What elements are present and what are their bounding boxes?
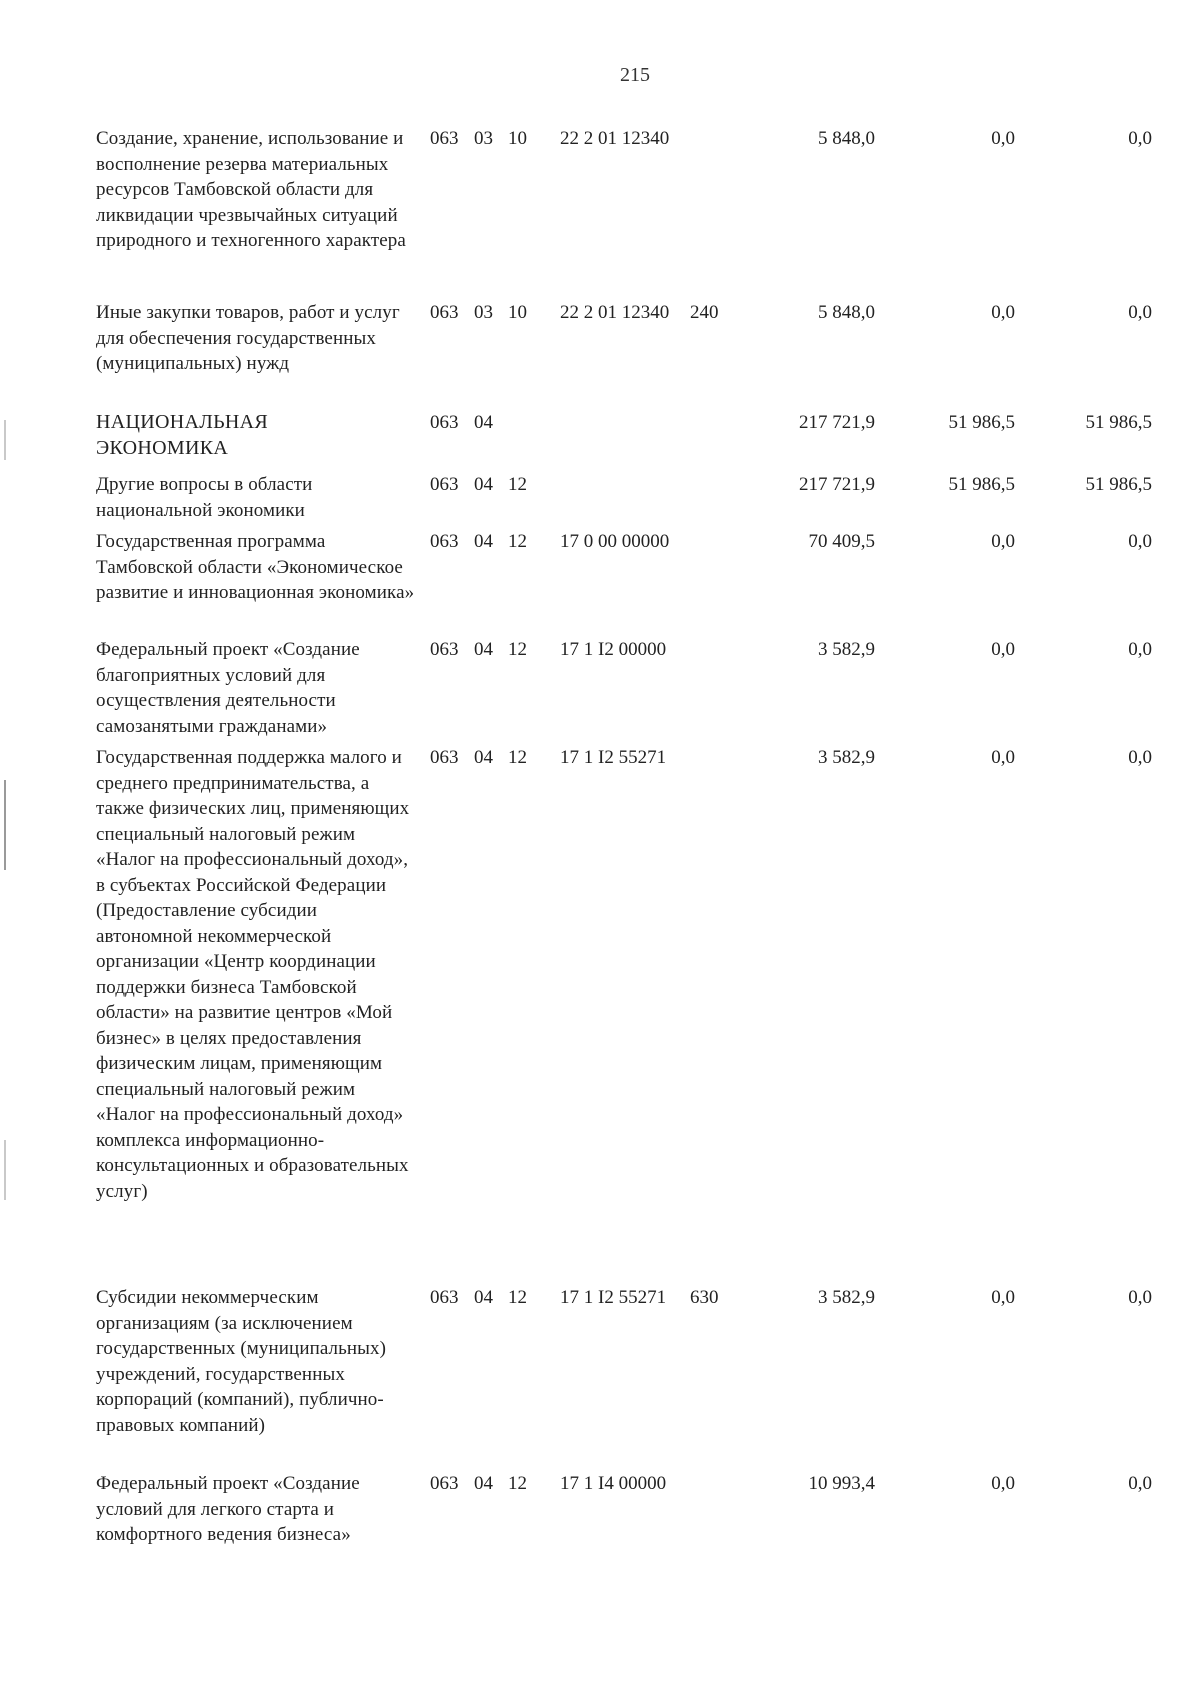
code-rz: 03 <box>474 128 493 149</box>
amount-year3: 0,0 <box>1128 531 1152 552</box>
code-pr: 12 <box>508 639 527 660</box>
code-rz: 04 <box>474 531 493 552</box>
code-pr: 12 <box>508 1287 527 1308</box>
amount-year2: 51 986,5 <box>948 412 1015 433</box>
code-rz: 03 <box>474 302 493 323</box>
amount-year1: 10 993,4 <box>808 1473 875 1494</box>
page-number: 215 <box>620 64 650 86</box>
row-name: Федеральный проект «Создание благоприятных условий для осуществления деятельности самозанятыми гражданами» <box>96 639 360 737</box>
code-rz: 04 <box>474 1287 493 1308</box>
amount-year3: 0,0 <box>1128 1473 1152 1494</box>
code-csr: 17 1 I2 00000 <box>560 639 667 660</box>
amount-year3: 0,0 <box>1128 302 1152 323</box>
code-pr: 12 <box>508 531 527 552</box>
row-name: Субсидии некоммерческим организациям (за исключением государственных (муниципальных) учреждений, государственных корпораций (компаний), публично-правовых компаний) <box>96 1287 387 1436</box>
code-pr: 12 <box>508 1473 527 1494</box>
budget-table <box>96 126 1176 1561</box>
scan-edge-mark <box>4 420 6 460</box>
amount-year3: 0,0 <box>1128 1287 1152 1308</box>
amount-year2: 0,0 <box>991 1287 1015 1308</box>
code-rz: 04 <box>474 474 493 495</box>
code-pr: 12 <box>508 474 527 495</box>
row-name: Государственная поддержка малого и среднего предпринимательства, а также физических лиц, применяющих специальный налоговый режим «Налог на профессиональный доход», в субъектах Российской Федерации (Предоставление субсидии автономной некоммерческой организации «Центр координации поддержки бизнеса Тамбовской области» на развитие центров «Мой бизнес» в целях предоставления физическим лицам, применяющим специальный налоговый режим «Налог на профессиональный доход» комплекса информационно-консультационных и образовательных услуг) <box>96 747 410 1202</box>
amount-year2: 0,0 <box>991 531 1015 552</box>
row-name: Государственная программа Тамбовской области «Экономическое развитие и инновационная экономика» <box>96 531 415 603</box>
table-row <box>96 410 1176 472</box>
amount-year1: 70 409,5 <box>808 531 875 552</box>
code-rz: 04 <box>474 747 493 768</box>
code-csr: 17 1 I2 55271 <box>560 747 667 768</box>
code-csr: 22 2 01 12340 <box>560 302 670 323</box>
amount-year3: 0,0 <box>1128 128 1152 149</box>
code-rz: 04 <box>474 639 493 660</box>
code-csr: 17 0 00 00000 <box>560 531 670 552</box>
amount-year2: 0,0 <box>991 747 1015 768</box>
amount-year1: 5 848,0 <box>818 128 875 149</box>
code-gr: 063 <box>430 1473 459 1494</box>
code-gr: 063 <box>430 474 459 495</box>
code-csr: 17 1 I4 00000 <box>560 1473 667 1494</box>
amount-year2: 0,0 <box>991 639 1015 660</box>
scan-edge-mark <box>4 780 6 870</box>
amount-year1: 3 582,9 <box>818 639 875 660</box>
code-gr: 063 <box>430 639 459 660</box>
table-row <box>96 300 1176 410</box>
amount-year1: 3 582,9 <box>818 747 875 768</box>
code-gr: 063 <box>430 412 459 433</box>
code-gr: 063 <box>430 128 459 149</box>
amount-year3: 51 986,5 <box>1085 474 1152 495</box>
table-row <box>96 637 1176 745</box>
code-vr: 630 <box>690 1287 719 1308</box>
row-name: Другие вопросы в области национальной экономики <box>96 474 313 521</box>
amount-year1: 217 721,9 <box>799 474 875 495</box>
code-gr: 063 <box>430 531 459 552</box>
amount-year2: 0,0 <box>991 1473 1015 1494</box>
amount-year3: 51 986,5 <box>1085 412 1152 433</box>
amount-year3: 0,0 <box>1128 747 1152 768</box>
code-gr: 063 <box>430 747 459 768</box>
table-row <box>96 745 1176 1285</box>
code-csr: 22 2 01 12340 <box>560 128 670 149</box>
code-csr: 17 1 I2 55271 <box>560 1287 667 1308</box>
table-row <box>96 1285 1176 1471</box>
code-gr: 063 <box>430 302 459 323</box>
amount-year3: 0,0 <box>1128 639 1152 660</box>
table-row <box>96 1471 1176 1561</box>
amount-year2: 51 986,5 <box>948 474 1015 495</box>
code-pr: 10 <box>508 302 527 323</box>
amount-year1: 5 848,0 <box>818 302 875 323</box>
code-vr: 240 <box>690 302 719 323</box>
amount-year1: 3 582,9 <box>818 1287 875 1308</box>
code-rz: 04 <box>474 1473 493 1494</box>
row-name: Федеральный проект «Создание условий для легкого старта и комфортного ведения бизнеса» <box>96 1473 360 1545</box>
table-row <box>96 472 1176 529</box>
amount-year2: 0,0 <box>991 302 1015 323</box>
code-gr: 063 <box>430 1287 459 1308</box>
amount-year1: 217 721,9 <box>799 412 875 433</box>
row-name: Создание, хранение, использование и восполнение резерва материальных ресурсов Тамбовской области для ликвидации чрезвычайных ситуаций природного и техногенного характера <box>96 128 406 251</box>
row-name: Иные закупки товаров, работ и услуг для обеспечения государственных (муниципальных) нужд <box>96 302 400 374</box>
scan-edge-mark <box>4 1140 6 1200</box>
row-name: НАЦИОНАЛЬНАЯ ЭКОНОМИКА <box>96 411 268 459</box>
code-pr: 10 <box>508 128 527 149</box>
code-rz: 04 <box>474 412 493 433</box>
table-row <box>96 126 1176 300</box>
amount-year2: 0,0 <box>991 128 1015 149</box>
table-row <box>96 529 1176 637</box>
code-pr: 12 <box>508 747 527 768</box>
